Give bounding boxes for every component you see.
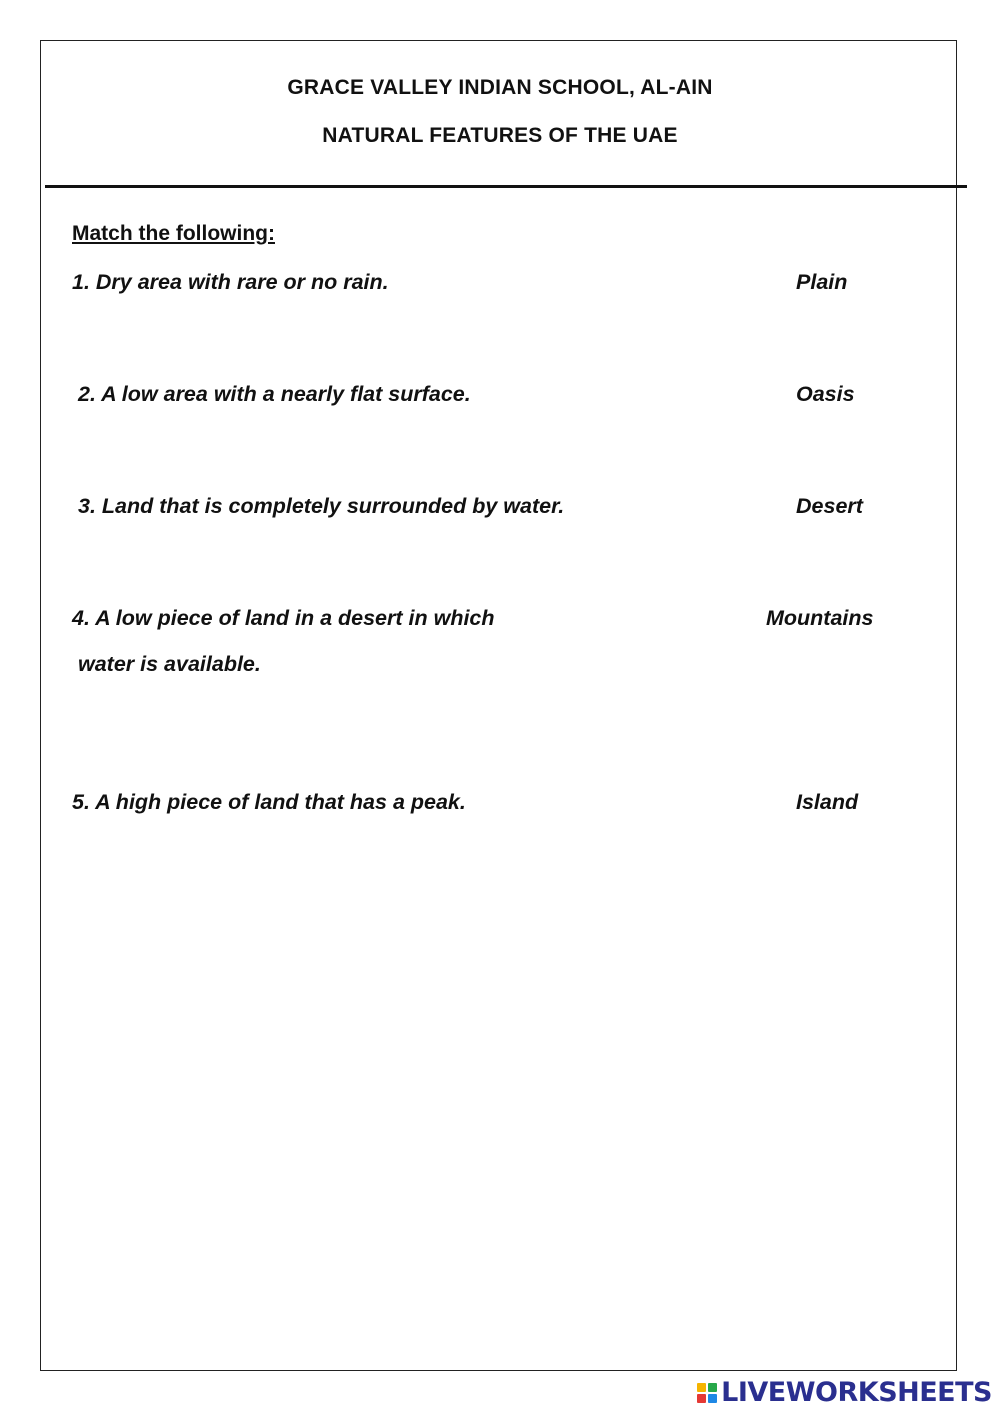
question-4-continued: water is available.: [78, 652, 261, 676]
header-divider: [45, 185, 967, 188]
answer-option-1[interactable]: Plain: [796, 270, 848, 294]
liveworksheets-logo-icon: [697, 1383, 717, 1403]
question-1: 1. Dry area with rare or no rain.: [72, 270, 389, 294]
brand-name: LIVEWORKSHEETS: [721, 1377, 992, 1408]
worksheet-topic: NATURAL FEATURES OF THE UAE: [322, 124, 678, 147]
question-5: 5. A high piece of land that has a peak.: [72, 790, 466, 814]
question-4: 4. A low piece of land in a desert in which: [72, 606, 495, 630]
liveworksheets-brand: [697, 1377, 992, 1408]
question-2: 2. A low area with a nearly flat surface.: [78, 382, 471, 406]
answer-option-4[interactable]: Mountains: [766, 606, 874, 630]
answer-option-3[interactable]: Desert: [796, 494, 863, 518]
question-3: 3. Land that is completely surrounded by water.: [78, 494, 565, 518]
answer-option-5[interactable]: Island: [796, 790, 859, 814]
answer-option-2[interactable]: Oasis: [796, 382, 855, 406]
instruction-heading: Match the following:: [72, 222, 275, 245]
school-title: GRACE VALLEY INDIAN SCHOOL, AL-AIN: [287, 76, 713, 99]
